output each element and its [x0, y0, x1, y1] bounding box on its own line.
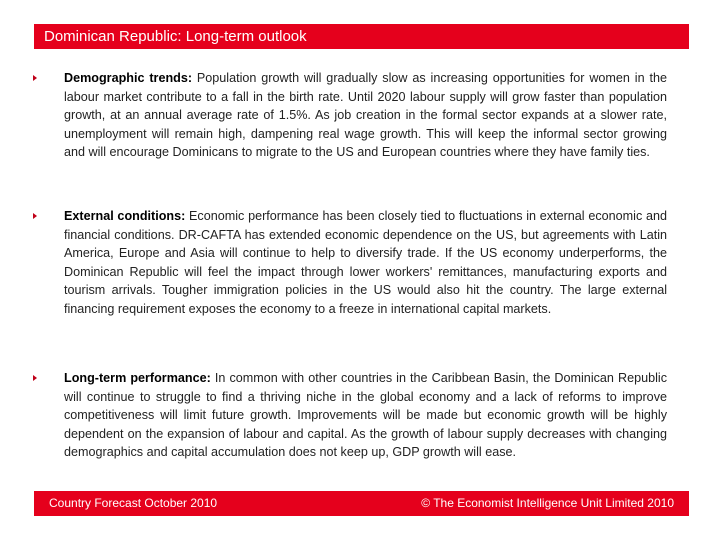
page-title: Dominican Republic: Long-term outlook — [44, 28, 307, 45]
bullet-arrow-icon — [33, 375, 37, 381]
footer-publication: Country Forecast October 2010 — [49, 496, 218, 510]
section-body: Population growth will gradually slow as increasing opportunities for women in the labour market contribute to a fall in the birth rate. Until 2020 labour supply will grow faster than population growth, at an annual average rate of 1.5%. As job creation in the formal sector expands at a slower rate, unemployment will remain high, dampening real wage growth. This will keep the informal sector growing and will encourage Dominicans to migrate to the US and European countries where they have family ties. — [64, 71, 667, 160]
bullet-arrow-icon — [33, 213, 37, 219]
section-body: Economic performance has been closely tied to fluctuations in external economic and financial conditions. DR-CAFTA has extended economic dependence on the US, but agreements with Latin America, Europe and Asia will continue to help to diversify trade. If the US economy underperforms, the Dominican Republic will feel the impact through lower workers' remittances, manufacturing exports and tourism arrivals. Tougher immigration policies in the US would also hit the country. The large external financing requirement exposes the economy to a freeze in international capital markets. — [64, 209, 667, 316]
section-body: In common with other countries in the Caribbean Basin, the Dominican Republic will continue to struggle to find a thriving niche in the global economy and a lack of reforms to improve competitiveness will limit future growth. Improvements will be made but economic growth will be highly dependent on the expansion of labour and capital. As the growth of labour supply decreases with changing demographics and capital accumulation does not keep up, GDP growth will ease. — [64, 371, 667, 460]
section-external-conditions — [64, 207, 667, 319]
bullet-arrow-icon — [33, 75, 37, 81]
footer-bar — [34, 491, 689, 516]
section-heading: Long-term performance: — [64, 371, 211, 385]
section-heading: Demographic trends: — [64, 71, 193, 85]
page-title-bar — [34, 24, 689, 49]
section-long-term-performance — [64, 369, 667, 462]
section-demographic-trends — [64, 69, 667, 162]
section-heading: External conditions: — [64, 209, 186, 223]
footer-copyright: © The Economist Intelligence Unit Limited 2010 — [421, 496, 674, 510]
